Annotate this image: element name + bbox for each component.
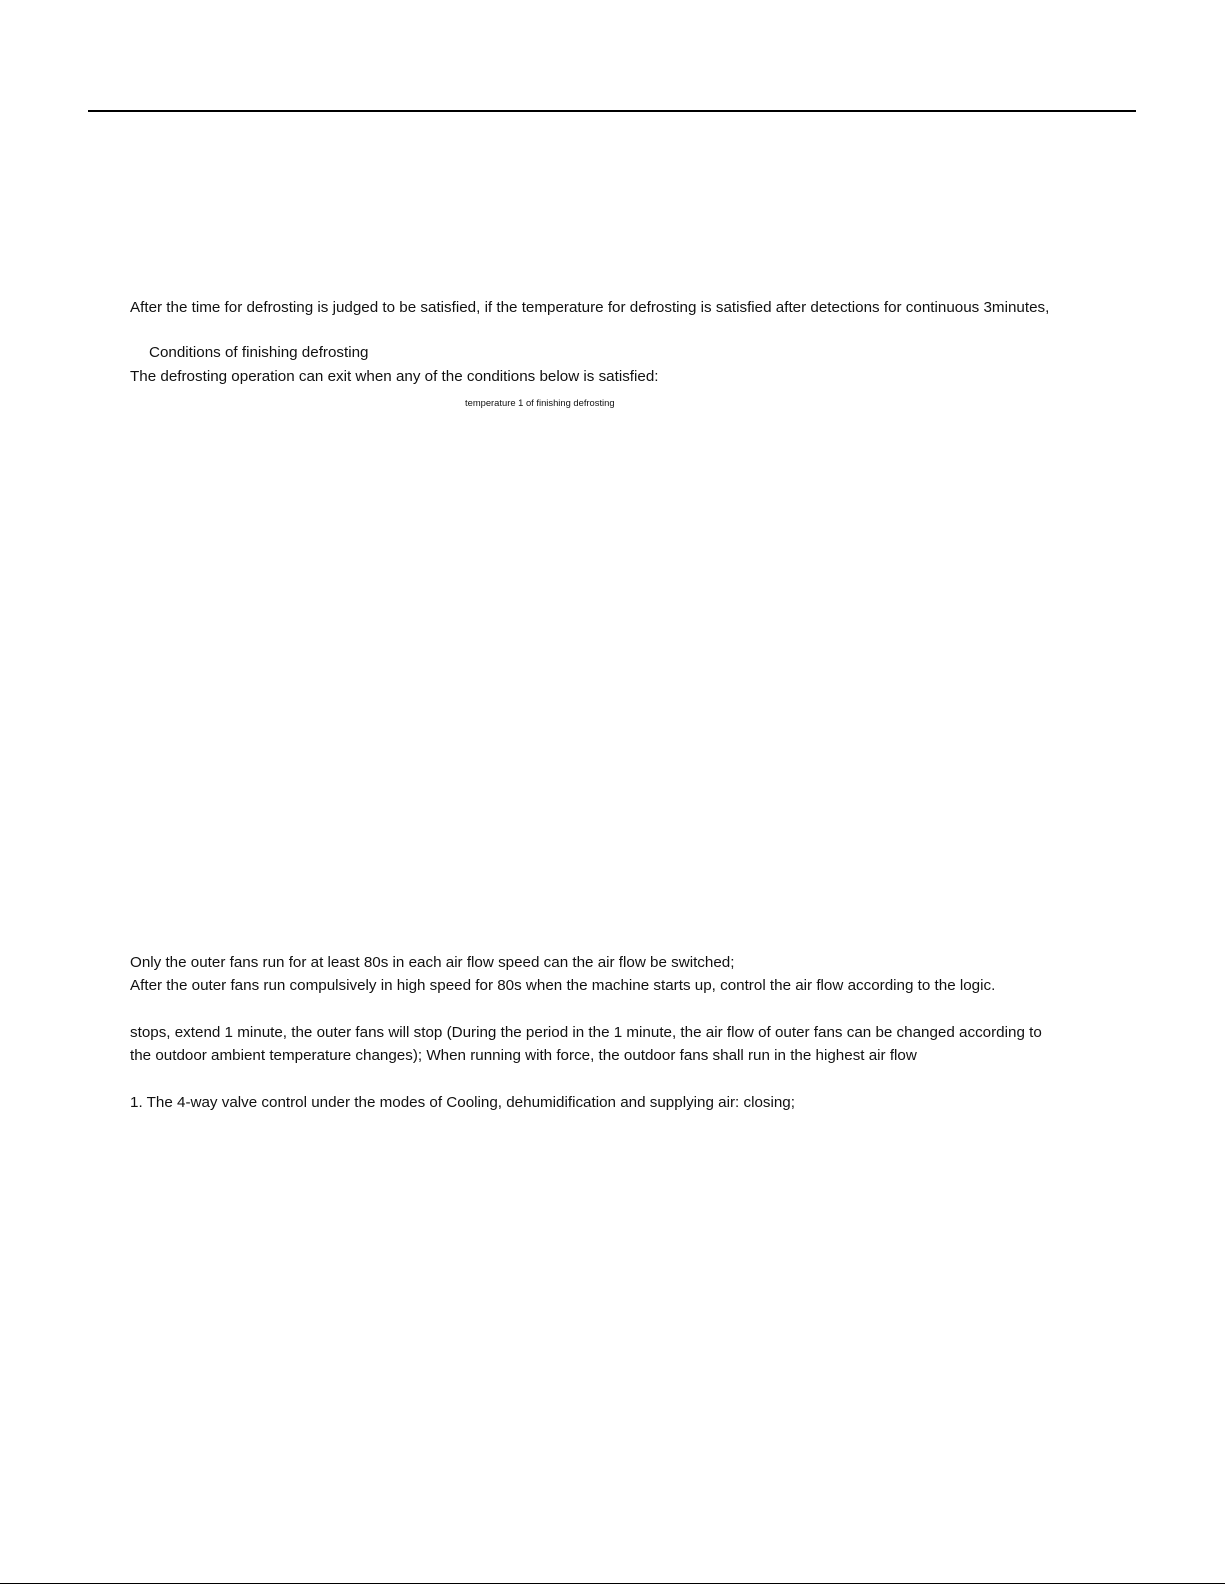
- fans-startup-paragraph: After the outer fans run compulsively in high speed for 80s when the machine starts up, control the air flow according to the logic.: [130, 977, 996, 994]
- fans-switch-paragraph: Only the outer fans run for at least 80s in each air flow speed can the air flow be switched;: [130, 954, 735, 971]
- footer-rule: [0, 1583, 1225, 1584]
- fans-stop-line-2: the outdoor ambient temperature changes); When running with force, the outdoor fans shall run in the highest air flow: [130, 1047, 917, 1064]
- fans-stop-line-1: stops, extend 1 minute, the outer fans will stop (During the period in the 1 minute, the air flow of outer fans can be changed according to: [130, 1024, 1042, 1041]
- header-rule: [88, 110, 1136, 112]
- exit-conditions-paragraph: The defrosting operation can exit when any of the conditions below is satisfied:: [130, 368, 659, 385]
- temperature-1-label: temperature 1 of finishing defrosting: [465, 397, 615, 408]
- finish-defrosting-heading: Conditions of finishing defrosting: [149, 344, 369, 361]
- four-way-valve-paragraph: 1. The 4-way valve control under the modes of Cooling, dehumidification and supplying air: closing;: [130, 1094, 795, 1111]
- defrost-start-paragraph: After the time for defrosting is judged to be satisfied, if the temperature for defrosting is satisfied after detections for continuous 3minutes,: [130, 299, 1050, 316]
